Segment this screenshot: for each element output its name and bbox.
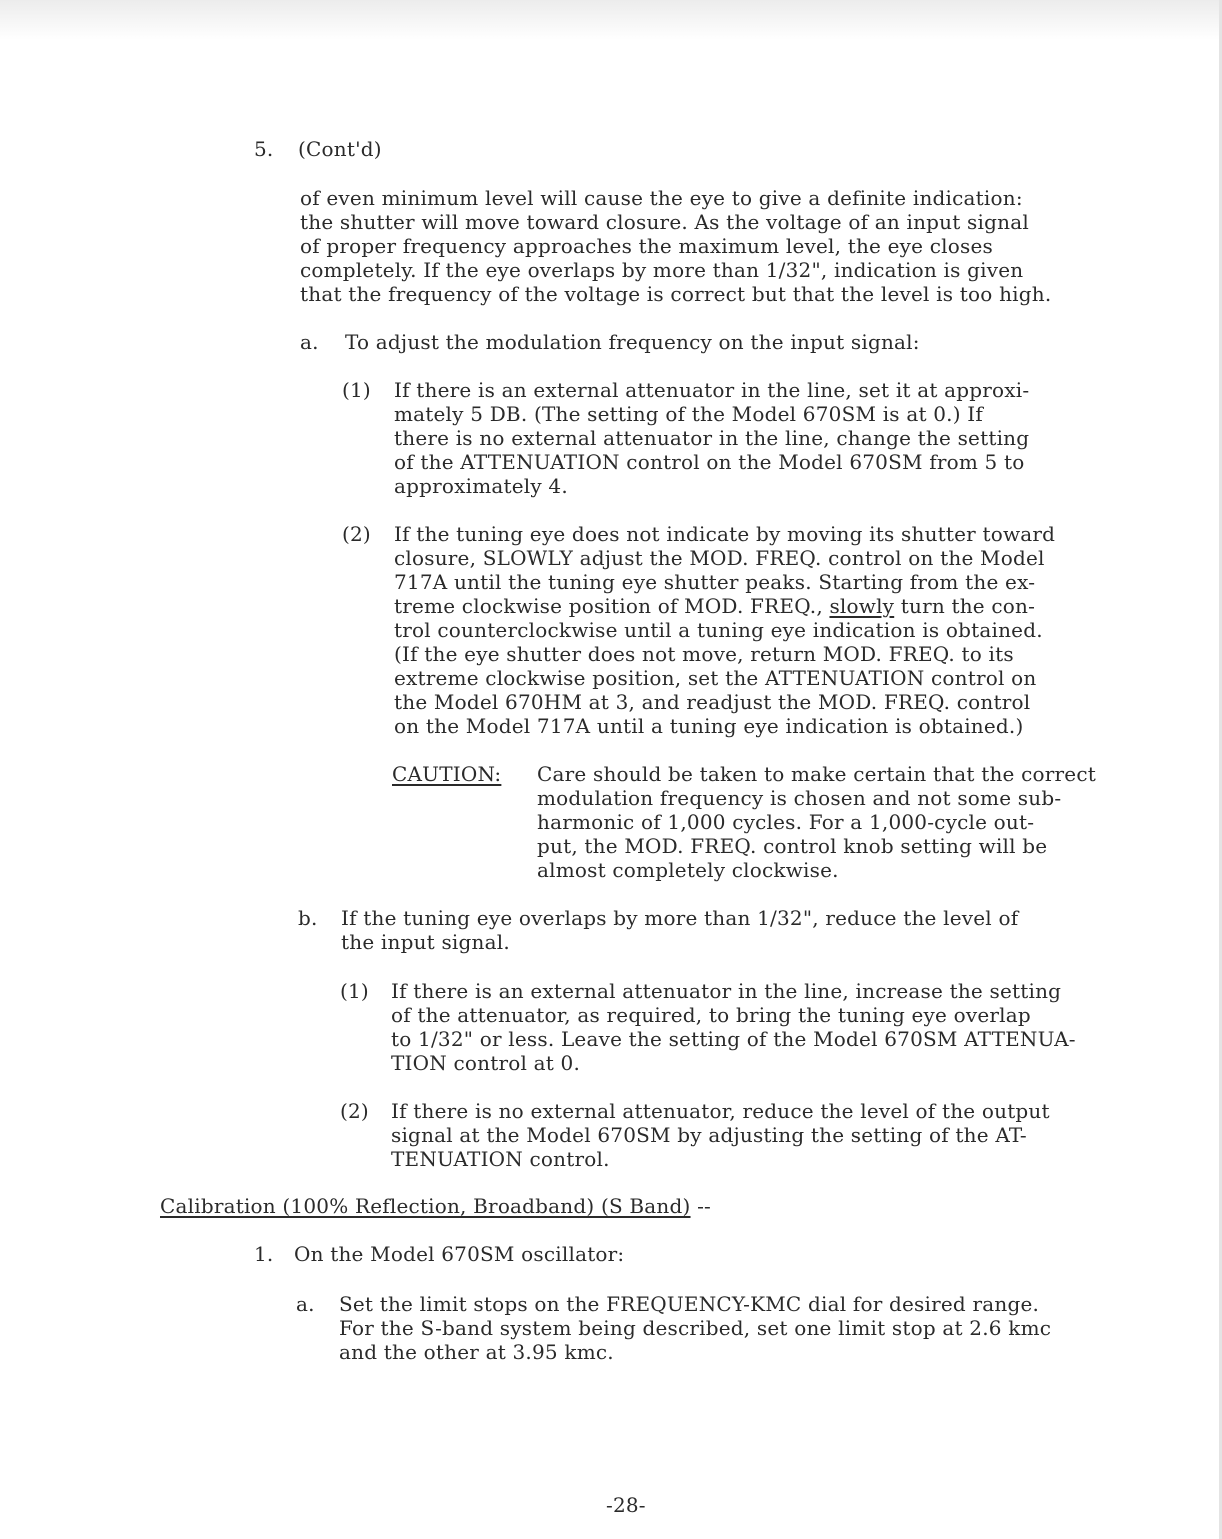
scan-shade [0, 0, 1222, 40]
page-number: -28- [606, 1493, 646, 1517]
paragraph-line: of the ATTENUATION control on the Model 670SM from 5 to [394, 450, 1025, 474]
section-dash: -- [697, 1194, 712, 1218]
underlined-slowly: slowly [829, 594, 895, 618]
caution-label: CAUTION: [392, 762, 502, 786]
paragraph-line: extreme clockwise position, set the ATTENUATION control on [394, 666, 1037, 690]
paragraph-line: of the attenuator, as required, to bring the tuning eye overlap [391, 1003, 1031, 1027]
paragraph-line: mately 5 DB. (The setting of the Model 670SM is at 0.) If [394, 402, 983, 426]
paragraph-line: and the other at 3.95 kmc. [339, 1340, 614, 1364]
caution-line: harmonic of 1,000 cycles. For a 1,000-cycle out- [537, 810, 1035, 834]
caution-line: Care should be taken to make certain that the correct [537, 762, 1096, 786]
step-a-label: a. [300, 330, 319, 354]
step-b1-label: (1) [340, 979, 369, 1003]
paragraph-line: the Model 670HM at 3, and readjust the MOD. FREQ. control [394, 690, 1031, 714]
paragraph-line: If there is an external attenuator in the line, increase the setting [391, 979, 1062, 1003]
paragraph-line: TION control at 0. [391, 1051, 581, 1075]
line-end-text: turn the con- [894, 594, 1036, 618]
caution-line: modulation frequency is chosen and not some sub- [537, 786, 1062, 810]
paragraph-line: of proper frequency approaches the maximum level, the eye closes [300, 234, 993, 258]
section-title: Calibration (100% Reflection, Broadband) (S Band) [160, 1194, 691, 1218]
paragraph-line: For the S-band system being described, set one limit stop at 2.6 kmc [339, 1316, 1052, 1340]
paragraph-line: If there is an external attenuator in the line, set it at approxi- [394, 378, 1030, 402]
step-1-label: 1. [254, 1242, 274, 1266]
paragraph-line: approximately 4. [394, 474, 568, 498]
paragraph-line: of even minimum level will cause the eye to give a definite indication: [300, 186, 1023, 210]
section-heading [160, 1194, 711, 1218]
paragraph-line: closure, SLOWLY adjust the MOD. FREQ. control on the Model [394, 546, 1045, 570]
paragraph-line: (If the eye shutter does not move, return MOD. FREQ. to its [394, 642, 1014, 666]
step-1a-label: a. [296, 1292, 315, 1316]
continued-heading: (Cont'd) [298, 137, 382, 161]
paragraph-line: the shutter will move toward closure. As the voltage of an input signal [300, 210, 1029, 234]
item-number: 5. [254, 137, 274, 161]
line-start-text: treme clockwise position of MOD. FREQ., [394, 594, 830, 618]
paragraph-line: on the Model 717A until a tuning eye indication is obtained.) [394, 714, 1024, 738]
paragraph-line: to 1/32" or less. Leave the setting of the Model 670SM ATTENUA- [391, 1027, 1076, 1051]
caution-line: almost completely clockwise. [537, 858, 839, 882]
paragraph-line: trol counterclockwise until a tuning eye indication is obtained. [394, 618, 1043, 642]
step-1-text: On the Model 670SM oscillator: [294, 1242, 625, 1266]
step-a2-label: (2) [342, 522, 371, 546]
paragraph-line: that the frequency of the voltage is correct but that the level is too high. [300, 282, 1052, 306]
paragraph-line: If the tuning eye does not indicate by moving its shutter toward [394, 522, 1056, 546]
paragraph-line: 717A until the tuning eye shutter peaks. Starting from the ex- [394, 570, 1036, 594]
paragraph-line: signal at the Model 670SM by adjusting the setting of the AT- [391, 1123, 1027, 1147]
step-a-text: To adjust the modulation frequency on the input signal: [345, 330, 920, 354]
paragraph-line: TENUATION control. [391, 1147, 610, 1171]
paragraph-line: there is no external attenuator in the line, change the setting [394, 426, 1030, 450]
step-a1-label: (1) [342, 378, 371, 402]
paragraph-line: If there is no external attenuator, reduce the level of the output [391, 1099, 1050, 1123]
caution-line: put, the MOD. FREQ. control knob setting will be [537, 834, 1048, 858]
step-b2-label: (2) [340, 1099, 369, 1123]
paragraph-line: Set the limit stops on the FREQUENCY-KMC dial for desired range. [339, 1292, 1040, 1316]
paragraph-line: If the tuning eye overlaps by more than 1/32", reduce the level of [341, 906, 1019, 930]
paragraph-line: completely. If the eye overlaps by more than 1/32", indication is given [300, 258, 1024, 282]
step-b-label: b. [298, 906, 318, 930]
paragraph-line [394, 594, 1035, 618]
paragraph-line: the input signal. [341, 930, 510, 954]
